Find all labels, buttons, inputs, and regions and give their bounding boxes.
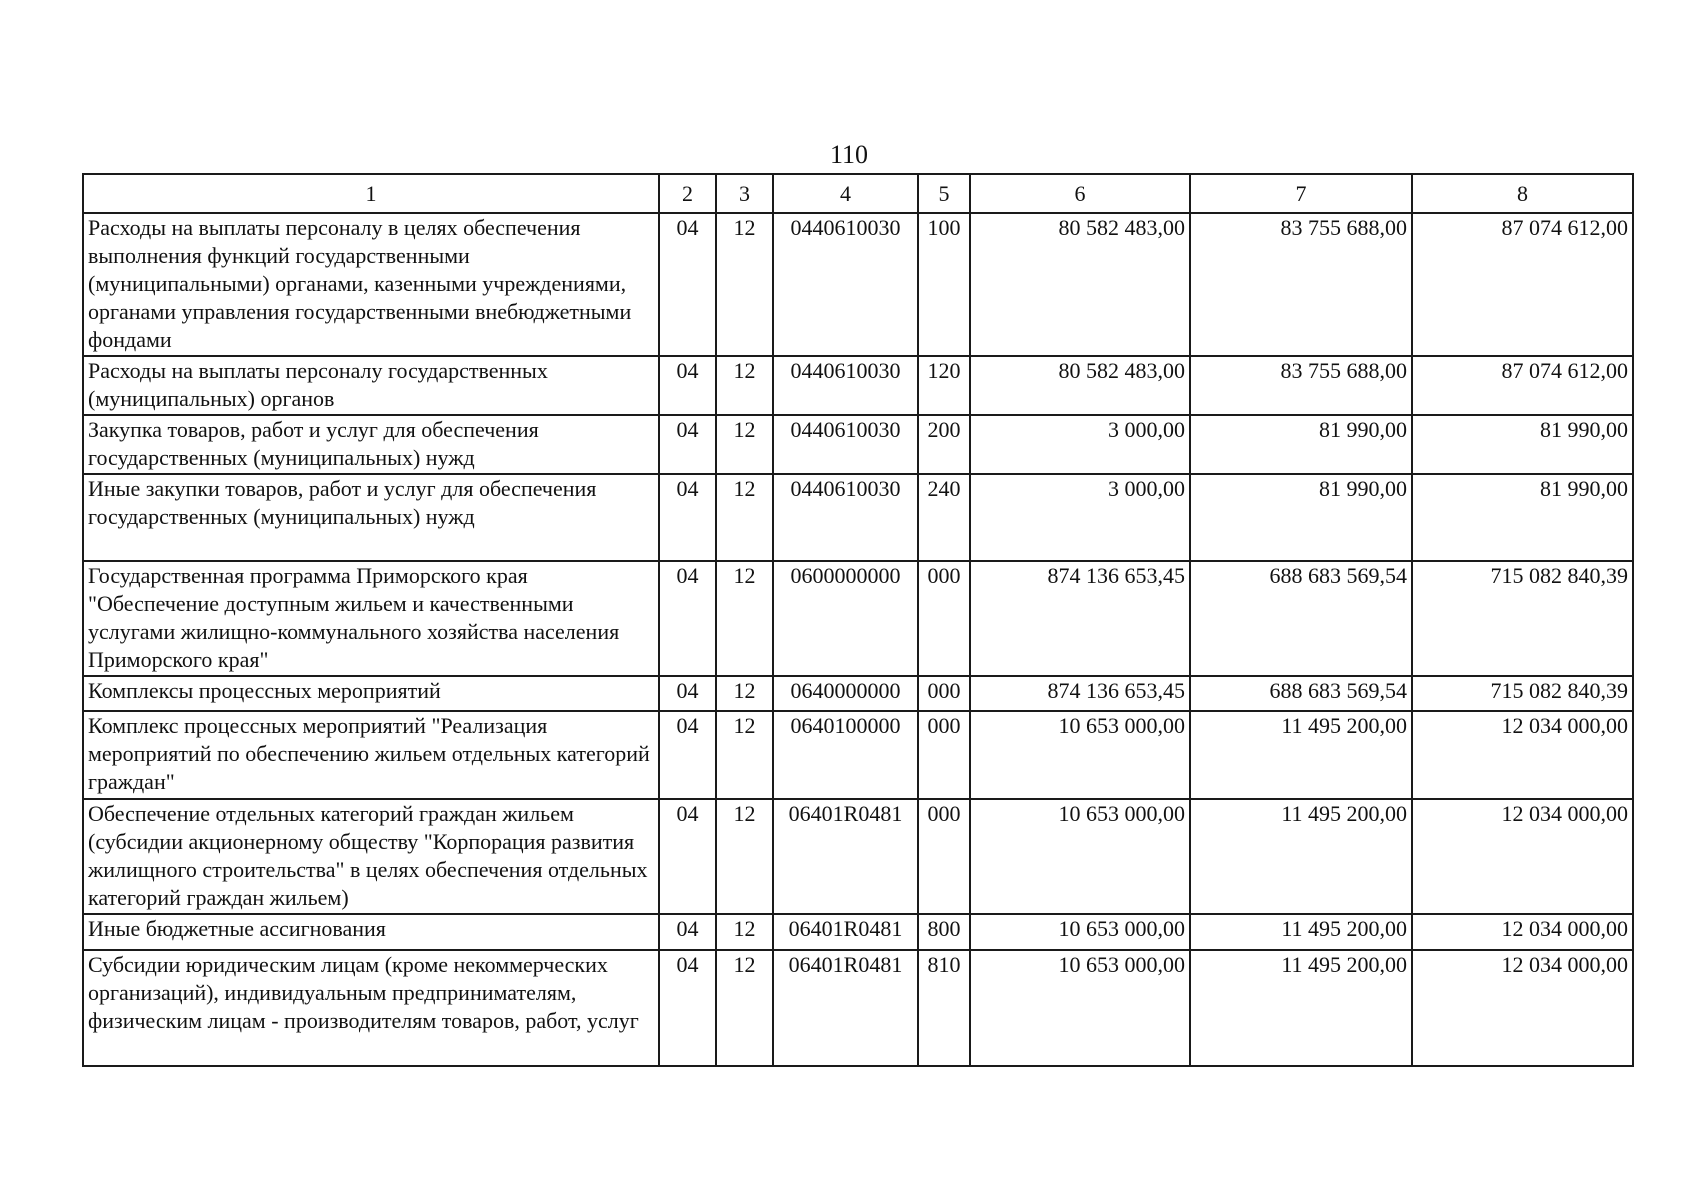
row-section: 04 xyxy=(659,561,716,676)
row-amount-8: 12 034 000,00 xyxy=(1412,711,1633,799)
row-subsection: 12 xyxy=(716,914,773,950)
row-amount-6: 10 653 000,00 xyxy=(970,711,1190,799)
page-number: 110 xyxy=(829,140,869,169)
header-cell: 2 xyxy=(659,174,716,213)
row-amount-7: 81 990,00 xyxy=(1190,415,1412,474)
row-target-code: 06401R0481 xyxy=(773,950,918,1066)
table-row xyxy=(83,676,1633,711)
row-target-code: 06401R0481 xyxy=(773,914,918,950)
header-cell: 5 xyxy=(918,174,970,213)
row-expense-type: 240 xyxy=(918,474,970,561)
row-subsection: 12 xyxy=(716,415,773,474)
row-expense-type: 120 xyxy=(918,356,970,415)
row-subsection: 12 xyxy=(716,950,773,1066)
row-amount-8: 12 034 000,00 xyxy=(1412,950,1633,1066)
row-section: 04 xyxy=(659,356,716,415)
row-subsection: 12 xyxy=(716,711,773,799)
row-section: 04 xyxy=(659,950,716,1066)
row-section: 04 xyxy=(659,711,716,799)
header-cell: 1 xyxy=(83,174,659,213)
table-row xyxy=(83,213,1633,356)
row-amount-6: 874 136 653,45 xyxy=(970,676,1190,711)
row-expense-type: 000 xyxy=(918,561,970,676)
row-amount-8: 87 074 612,00 xyxy=(1412,213,1633,356)
table-row xyxy=(83,356,1633,415)
row-amount-8: 12 034 000,00 xyxy=(1412,914,1633,950)
row-name: Комплексы процессных мероприятий xyxy=(83,676,659,711)
row-name: Субсидии юридическим лицам (кроме некоммерческих организаций), индивидуальным предпринимателям, физическим лицам - производителям товаров, работ, услуг xyxy=(83,950,659,1066)
header-cell: 8 xyxy=(1412,174,1633,213)
budget-table xyxy=(82,173,1634,1067)
row-amount-8: 81 990,00 xyxy=(1412,474,1633,561)
row-name: Обеспечение отдельных категорий граждан жильем (субсидии акционерному обществу "Корпорация развития жилищного строительства" в целях обеспечения отдельных категорий граждан жильем) xyxy=(83,799,659,914)
row-section: 04 xyxy=(659,914,716,950)
row-amount-6: 80 582 483,00 xyxy=(970,213,1190,356)
row-amount-7: 83 755 688,00 xyxy=(1190,213,1412,356)
header-cell: 7 xyxy=(1190,174,1412,213)
row-amount-7: 83 755 688,00 xyxy=(1190,356,1412,415)
row-name: Иные бюджетные ассигнования xyxy=(83,914,659,950)
row-subsection: 12 xyxy=(716,561,773,676)
row-target-code: 0600000000 xyxy=(773,561,918,676)
row-expense-type: 000 xyxy=(918,676,970,711)
row-target-code: 0440610030 xyxy=(773,474,918,561)
row-name: Расходы на выплаты персоналу в целях обеспечения выполнения функций государственными (муниципальными) органами, казенными учреждениями, органами управления государственными внебюджетными фондами xyxy=(83,213,659,356)
table-row xyxy=(83,474,1633,561)
row-expense-type: 800 xyxy=(918,914,970,950)
row-expense-type: 100 xyxy=(918,213,970,356)
row-amount-8: 12 034 000,00 xyxy=(1412,799,1633,914)
row-subsection: 12 xyxy=(716,356,773,415)
table-row xyxy=(83,711,1633,799)
row-amount-7: 81 990,00 xyxy=(1190,474,1412,561)
row-section: 04 xyxy=(659,676,716,711)
row-amount-8: 87 074 612,00 xyxy=(1412,356,1633,415)
row-subsection: 12 xyxy=(716,474,773,561)
row-amount-7: 11 495 200,00 xyxy=(1190,950,1412,1066)
row-name: Закупка товаров, работ и услуг для обеспечения государственных (муниципальных) нужд xyxy=(83,415,659,474)
row-name: Комплекс процессных мероприятий "Реализация мероприятий по обеспечению жильем отдельных категорий граждан" xyxy=(83,711,659,799)
row-amount-7: 688 683 569,54 xyxy=(1190,676,1412,711)
row-amount-7: 11 495 200,00 xyxy=(1190,711,1412,799)
row-amount-8: 715 082 840,39 xyxy=(1412,561,1633,676)
row-amount-6: 3 000,00 xyxy=(970,474,1190,561)
row-subsection: 12 xyxy=(716,799,773,914)
row-amount-7: 11 495 200,00 xyxy=(1190,799,1412,914)
row-amount-6: 874 136 653,45 xyxy=(970,561,1190,676)
table-row xyxy=(83,561,1633,676)
row-amount-8: 81 990,00 xyxy=(1412,415,1633,474)
row-target-code: 0440610030 xyxy=(773,356,918,415)
row-target-code: 0440610030 xyxy=(773,415,918,474)
row-section: 04 xyxy=(659,213,716,356)
row-name: Государственная программа Приморского края "Обеспечение доступным жильем и качественными услугами жилищно-коммунального хозяйства населения Приморского края" xyxy=(83,561,659,676)
row-subsection: 12 xyxy=(716,676,773,711)
row-name: Расходы на выплаты персоналу государственных (муниципальных) органов xyxy=(83,356,659,415)
row-amount-6: 3 000,00 xyxy=(970,415,1190,474)
row-amount-6: 10 653 000,00 xyxy=(970,950,1190,1066)
row-section: 04 xyxy=(659,474,716,561)
header-cell: 6 xyxy=(970,174,1190,213)
header-cell: 4 xyxy=(773,174,918,213)
row-target-code: 0640100000 xyxy=(773,711,918,799)
row-name: Иные закупки товаров, работ и услуг для обеспечения государственных (муниципальных) нужд xyxy=(83,474,659,561)
row-amount-7: 688 683 569,54 xyxy=(1190,561,1412,676)
table-row xyxy=(83,914,1633,950)
row-target-code: 0640000000 xyxy=(773,676,918,711)
row-amount-6: 10 653 000,00 xyxy=(970,914,1190,950)
row-amount-8: 715 082 840,39 xyxy=(1412,676,1633,711)
row-section: 04 xyxy=(659,799,716,914)
row-subsection: 12 xyxy=(716,213,773,356)
table-row xyxy=(83,799,1633,914)
row-amount-6: 80 582 483,00 xyxy=(970,356,1190,415)
table-row xyxy=(83,415,1633,474)
row-target-code: 06401R0481 xyxy=(773,799,918,914)
row-expense-type: 000 xyxy=(918,799,970,914)
row-expense-type: 000 xyxy=(918,711,970,799)
row-amount-6: 10 653 000,00 xyxy=(970,799,1190,914)
row-section: 04 xyxy=(659,415,716,474)
header-row xyxy=(83,174,1633,213)
row-expense-type: 200 xyxy=(918,415,970,474)
header-cell: 3 xyxy=(716,174,773,213)
row-expense-type: 810 xyxy=(918,950,970,1066)
table-row xyxy=(83,950,1633,1066)
row-amount-7: 11 495 200,00 xyxy=(1190,914,1412,950)
row-target-code: 0440610030 xyxy=(773,213,918,356)
